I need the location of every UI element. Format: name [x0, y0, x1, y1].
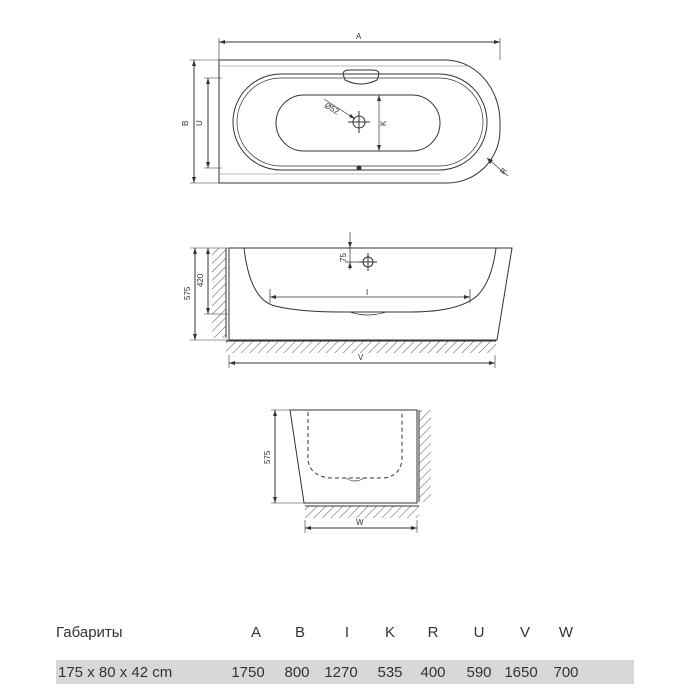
label-75: 75 [339, 253, 348, 262]
basin-hidden [308, 412, 402, 478]
value-k: 535 [377, 664, 403, 681]
value-r: 400 [420, 664, 446, 681]
label-575: 575 [183, 286, 192, 300]
header-w: W [558, 624, 574, 641]
label-i: I [366, 288, 369, 297]
value-a: 1750 [231, 664, 265, 681]
value-v: 1650 [504, 664, 538, 681]
header-r: R [427, 624, 439, 641]
value-u: 590 [466, 664, 492, 681]
header-a: A [250, 624, 261, 641]
header-b: B [294, 624, 305, 641]
side-view [190, 232, 512, 368]
header-k: K [384, 624, 395, 641]
label-k: K [379, 120, 388, 126]
end-view [271, 410, 431, 533]
header-u: U [473, 624, 485, 641]
tub-outline-end [290, 410, 417, 503]
header-v: V [519, 624, 530, 641]
label-v: V [358, 353, 364, 362]
label-diameter: Ø52 [323, 100, 341, 117]
label-420: 420 [196, 273, 205, 287]
size-value: 175 x 80 x 42 cm [58, 664, 173, 681]
value-w: 700 [553, 664, 579, 681]
top-view [190, 38, 508, 183]
label-u: U [195, 120, 204, 126]
table-title: Габариты [56, 624, 123, 641]
value-i: 1270 [324, 664, 358, 681]
label-w: W [356, 518, 364, 527]
header-i: I [344, 624, 350, 641]
value-b: 800 [284, 664, 310, 681]
label-575-end: 575 [263, 450, 272, 464]
label-r: R [498, 166, 509, 177]
label-a: A [356, 32, 362, 41]
label-b: B [181, 120, 190, 126]
basin-bottom [276, 95, 440, 151]
overflow [343, 70, 379, 84]
